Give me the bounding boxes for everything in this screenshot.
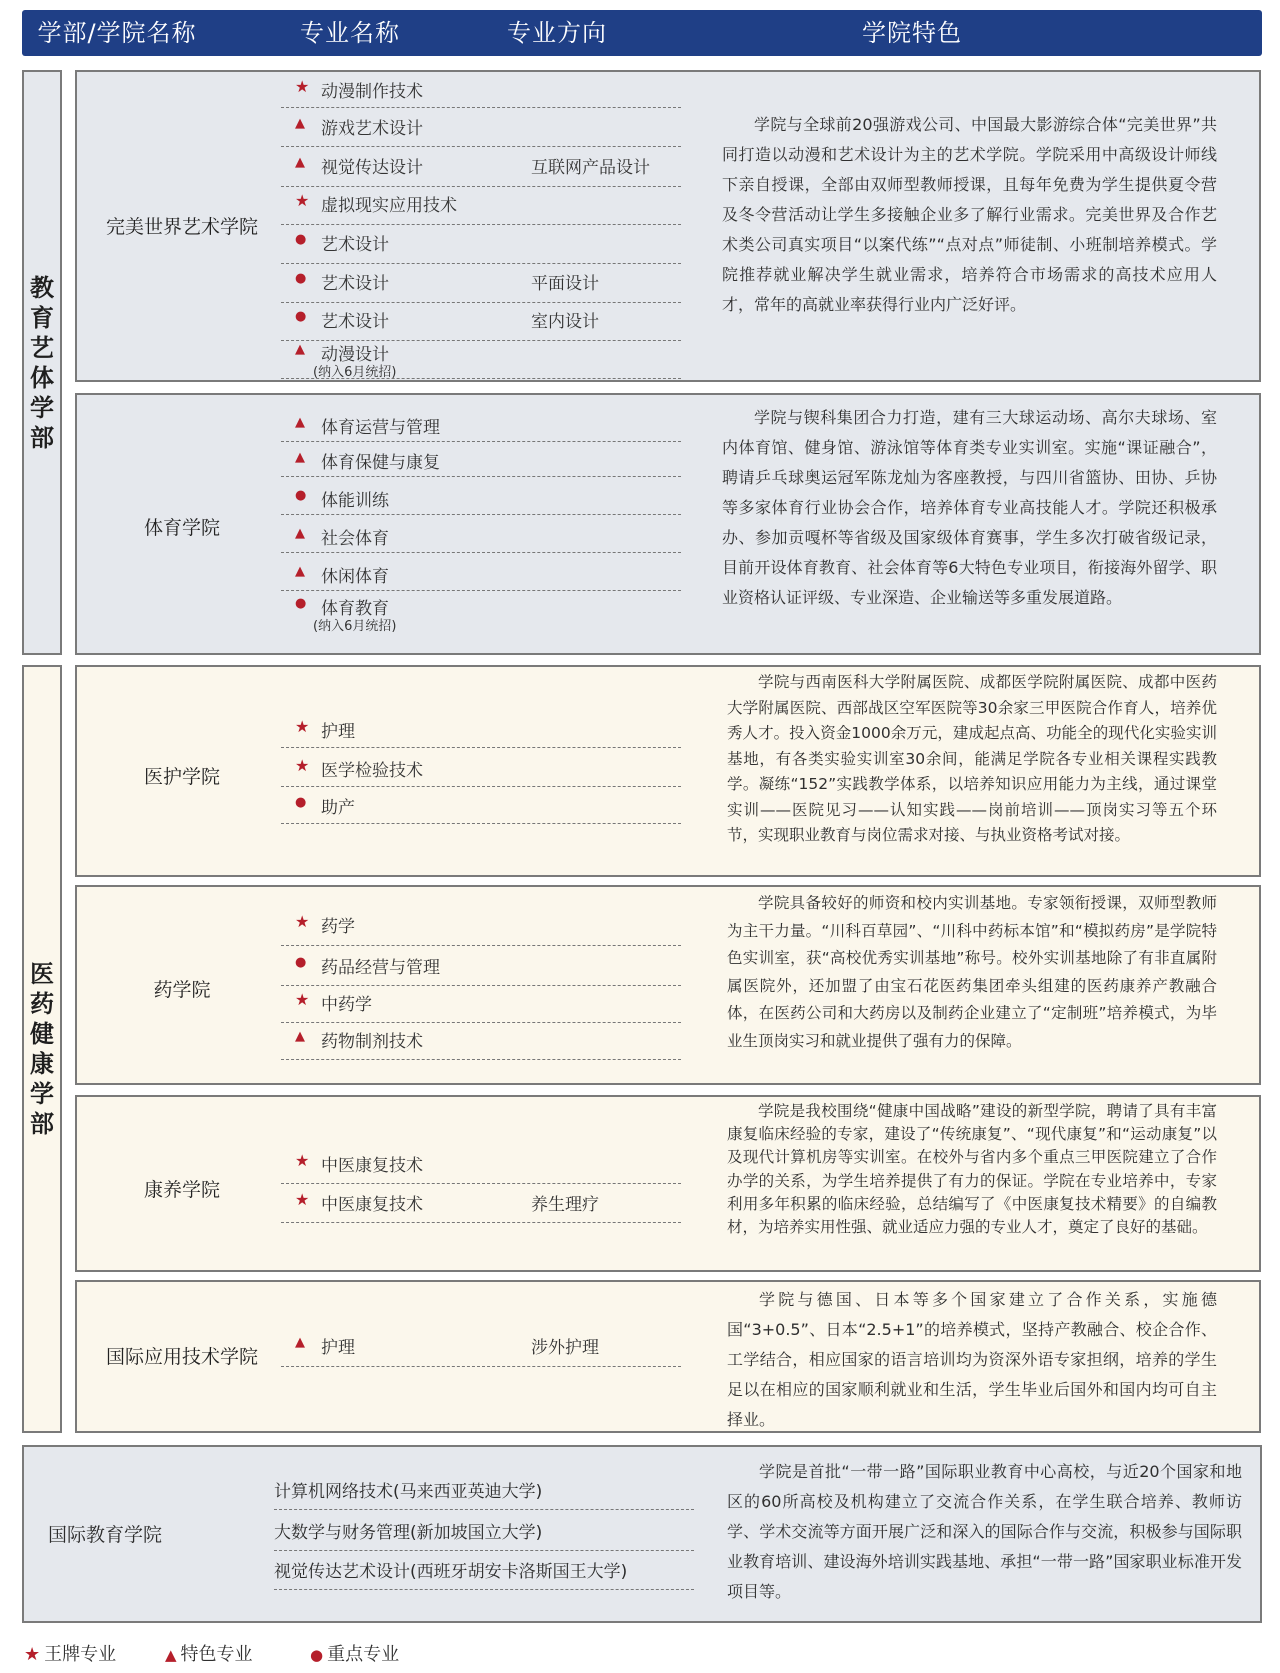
major-row <box>281 756 681 787</box>
major-row <box>281 413 681 442</box>
major-row <box>281 486 681 515</box>
star-icon: ★ <box>295 717 310 736</box>
triangle-icon: ▲ <box>295 116 305 131</box>
college-description: 学院与西南医科大学附属医院、成都医学院附属医院、成都中医药大学附属医院、西部战区空军医院等30余家三甲医院合作育人，培养优秀人才。投入资金1000余万元，建成起点高、功能全的现代化实验实训基地，有各类实验实训室30余间，能满足学院各专业相关课程实践教学。凝练“152”实践教学体系，以培养知识应用能力为主线，通过课堂实训——医院见习——认知实践——岗前培训——顶岗实习等五个环节，实现职业教育与岗位需求对接、与执业资格考试对接。 <box>727 673 1217 844</box>
major-note: (纳入6月统招) <box>313 619 397 634</box>
major-name: 中医康复技术 <box>321 1156 423 1176</box>
major-name: 虚拟现实应用技术 <box>321 196 457 216</box>
legend-featured <box>165 1640 253 1666</box>
major-row <box>281 717 681 748</box>
college-description: 学院与全球前20强游戏公司、中国最大影游综合体“完美世界”共同打造以动漫和艺术设计为主的艺术学院。学院采用中高级设计师线下亲自授课，全部由双师型教师授课，且每年免费为学生提供夏令营及冬令营活动让学生多接触企业多了解行业需求。完美世界及合作艺术类公司真实项目“以案代练”“点对点”师徒制、小班制培养模式。学院推荐就业解决学生就业需求，培养符合市场需求的高技术应用人才，常年的高就业率获得行业内广泛好评。 <box>722 115 1217 314</box>
major-direction: 互联网产品设计 <box>531 158 650 178</box>
major-row <box>281 562 681 591</box>
major-row <box>281 912 681 946</box>
department-arts-label: 教育艺体学部 <box>30 273 54 452</box>
major-direction: 平面设计 <box>531 274 599 294</box>
major-name: 助产 <box>321 798 355 818</box>
header-major: 专业名称 <box>300 19 400 47</box>
star-icon: ★ <box>295 1151 310 1170</box>
major-row <box>281 953 681 986</box>
legend-label: 王牌专业 <box>44 1644 117 1665</box>
major-name: 药物制剂技术 <box>321 1032 423 1052</box>
star-icon: ★ <box>24 1644 41 1665</box>
major-row <box>281 1333 681 1367</box>
department-arts <box>22 70 62 655</box>
major-name: 艺术设计 <box>321 274 389 294</box>
college-name: 国际教育学院 <box>48 1524 163 1546</box>
major-row <box>281 307 681 341</box>
college-description: 学院与德国、日本等多个国家建立了合作关系，实施德国“3+0.5”、日本“2.5+1”的培养模式，坚持产教融合、校企合作、工学结合，相应国家的语言培训均为资深外语专家担纲，培养的学生足以在相应的国家顺利就业和生活，学生毕业后国外和国内均可自主择业。 <box>727 1290 1217 1429</box>
college-perfect-world <box>75 70 1261 382</box>
major-name: 体能训练 <box>321 491 389 511</box>
major-name: 艺术设计 <box>321 312 389 332</box>
major-name: 护理 <box>321 1338 355 1358</box>
header-direction: 专业方向 <box>507 19 607 47</box>
major-direction: 养生理疗 <box>531 1195 599 1215</box>
major-direction: 涉外护理 <box>531 1338 599 1358</box>
legend-flagship <box>24 1640 116 1666</box>
triangle-icon: ▲ <box>295 342 305 357</box>
college-intl-edu <box>22 1445 1262 1623</box>
major-row <box>281 191 681 225</box>
college-name: 药学院 <box>153 979 211 1001</box>
triangle-icon: ▲ <box>295 526 305 541</box>
major-row <box>281 793 681 824</box>
college-nursing <box>75 665 1261 877</box>
college-intl-tech <box>75 1280 1261 1433</box>
major-row <box>281 230 681 264</box>
header-features: 学院特色 <box>862 19 962 47</box>
department-medical <box>22 665 62 1433</box>
major-name: 医学检验技术 <box>321 761 423 781</box>
major-name: 中药学 <box>321 995 372 1015</box>
college-name: 体育学院 <box>143 517 220 539</box>
major-row <box>281 340 681 379</box>
college-rehab <box>75 1095 1261 1272</box>
triangle-icon: ▲ <box>295 155 305 170</box>
major-name: 艺术设计 <box>321 235 389 255</box>
college-sports <box>75 393 1261 655</box>
major-name: 休闲体育 <box>321 567 389 587</box>
legend-label: 特色专业 <box>180 1644 253 1665</box>
major-name: 药品经营与管理 <box>321 958 440 978</box>
major-row <box>281 269 681 303</box>
major-row <box>281 114 681 147</box>
department-medical-label: 医药健康学部 <box>30 960 54 1138</box>
major-row <box>281 990 681 1023</box>
major-row <box>281 1027 681 1060</box>
triangle-icon: ▲ <box>295 1029 305 1044</box>
major-name: 社会体育 <box>321 529 389 549</box>
major-row <box>281 1190 681 1223</box>
major-note: (纳入6月统招) <box>313 365 397 380</box>
legend-label: 重点专业 <box>327 1644 400 1665</box>
college-description: 学院与锲科集团合力打造，建有三大球运动场、高尔夫球场、室内体育馆、健身馆、游泳馆等体育类专业实训室。实施“课证融合”，聘请乒乓球奥运冠军陈龙灿为客座教授，与四川省篮协、田协、乒协等多家体育行业协会合作，培养体育专业高技能人才。学院还积极承办、参加贡嘎杯等省级及国家级体育赛事，学生多次打破省级记录，目前开设体育教育、社会体育等6大特色专业项目，衔接海外留学、职业资格认证评级、专业深造、企业输送等多重发展道路。 <box>722 408 1217 607</box>
dot-icon: ● <box>295 488 307 503</box>
star-icon: ★ <box>295 990 310 1009</box>
major-name: 体育运营与管理 <box>321 418 440 438</box>
major-row <box>281 448 681 477</box>
star-icon: ★ <box>295 1190 310 1209</box>
college-description: 学院具备较好的师资和校内实训基地。专家领衔授课，双师型教师为主干力量。“川科百草园”、“川科中药标本馆”和“模拟药房”是学院特色实训室，获“高校优秀实训基地”称号。校外实训基地除了有非直属附属医院外，还加盟了由宝石花医药集团牵头组建的医药康养产教融合体，在医药公司和大药房以及制药企业建立了“定制班”培养模式，为毕业生顶岗实习和就业提供了强有力的保障。 <box>727 894 1217 1050</box>
major-row <box>281 594 681 634</box>
triangle-icon: ▲ <box>295 564 305 579</box>
major-name: 计算机网络技术(马来西亚英迪大学) <box>274 1482 543 1502</box>
major-row <box>281 77 681 108</box>
major-name: 动漫设计 <box>321 345 389 365</box>
major-row <box>274 1477 694 1510</box>
college-description: 学院是我校围绕“健康中国战略”建设的新型学院，聘请了具有丰富康复临床经验的专家，建设了“传统康复”、“现代康复”和“运动康复”以及现代计算机房等实训室。在校外与省内多个重点三甲医院建立了合作办学的关系，为学生培养提供了有力的保证。学院在专业培养中，专家利用多年积累的临床经验，总结编写了《中医康复技术精要》的自编教材，为培养实用性强、就业适应力强的专业人才，奠定了良好的基础。 <box>727 1102 1217 1237</box>
triangle-icon: ▲ <box>295 1335 305 1350</box>
major-name: 体育教育 <box>321 599 389 619</box>
major-name: 动漫制作技术 <box>321 82 423 102</box>
college-name: 国际应用技术学院 <box>105 1346 258 1368</box>
dot-icon: ● <box>295 596 307 611</box>
major-name: 药学 <box>321 917 355 937</box>
college-description: 学院是首批“一带一路”国际职业教育中心高校，与近20个国家和地区的60所高校及机构建立了交流合作关系，在学生联合培养、教师访学、学术交流等方面开展广泛和深入的国际合作与交流，积极参与国际职业教育培训、建设海外培训实践基地、承担“一带一路”国家职业标准开发项目等。 <box>727 1462 1242 1601</box>
major-row <box>274 1518 694 1551</box>
major-direction: 室内设计 <box>531 312 599 332</box>
table-header <box>22 10 1262 56</box>
major-row <box>281 1151 681 1184</box>
college-name: 康养学院 <box>143 1179 220 1201</box>
star-icon: ★ <box>295 77 310 96</box>
dot-icon: ● <box>295 795 307 810</box>
star-icon: ★ <box>295 756 310 775</box>
major-name: 大数学与财务管理(新加坡国立大学) <box>274 1523 543 1543</box>
college-pharmacy <box>75 885 1261 1085</box>
major-row <box>281 524 681 553</box>
major-name: 视觉传达设计 <box>321 158 423 178</box>
major-name: 护理 <box>321 722 355 742</box>
major-row <box>281 153 681 187</box>
dot-icon: ● <box>295 271 307 286</box>
star-icon: ★ <box>295 191 310 210</box>
college-name: 完美世界艺术学院 <box>105 216 258 238</box>
major-name: 视觉传达艺术设计(西班牙胡安卡洛斯国王大学) <box>274 1562 628 1582</box>
college-name: 医护学院 <box>143 766 220 788</box>
dot-icon: ● <box>295 232 307 247</box>
major-name: 游戏艺术设计 <box>321 119 423 139</box>
major-name: 中医康复技术 <box>321 1195 423 1215</box>
dot-icon: ● <box>310 1646 324 1664</box>
major-row <box>274 1557 694 1590</box>
dot-icon: ● <box>295 955 307 970</box>
triangle-icon: ▲ <box>165 1646 177 1664</box>
legend-key <box>310 1640 399 1666</box>
header-college: 学部/学院名称 <box>37 19 197 47</box>
star-icon: ★ <box>295 912 310 931</box>
triangle-icon: ▲ <box>295 450 305 465</box>
dot-icon: ● <box>295 309 307 324</box>
major-name: 体育保健与康复 <box>321 453 440 473</box>
triangle-icon: ▲ <box>295 415 305 430</box>
